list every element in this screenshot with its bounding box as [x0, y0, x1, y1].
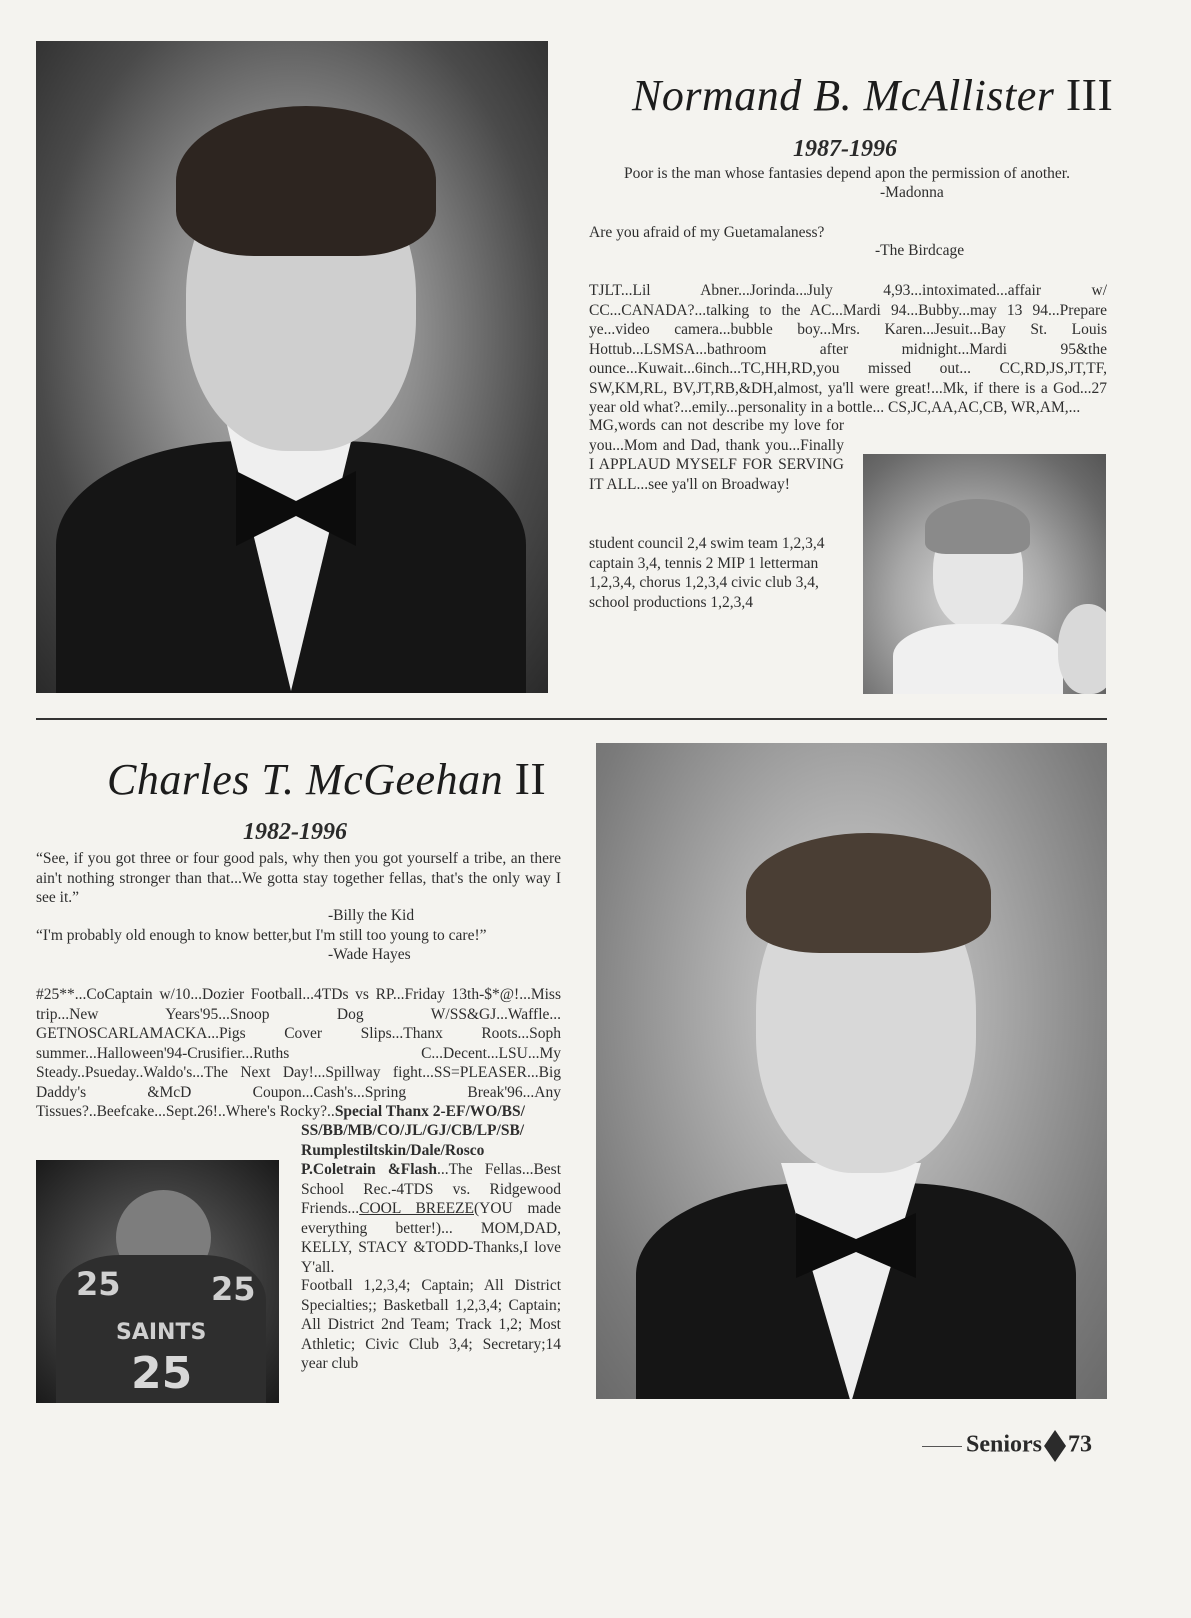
- senior2-quote1: “See, if you got three or four good pals, why then you got yourself a tribe, an there ain't nothing stronger than that...We gotta stay together fellas, that's the only way I see it.”: [36, 850, 561, 906]
- senior1-candid-photo: [863, 454, 1106, 694]
- senior2-thanks-list: SS/BB/MB/CO/JL/GJ/CB/LP/SB/ Rumplestiltskin/Dale/Rosco P.Coletrain &Flash: [301, 1122, 525, 1178]
- senior2-special-thanks: Special Thanx 2-EF/WO/BS/: [334, 1103, 525, 1120]
- senior1-activities: student council 2,4 swim team 1,2,3,4 captain 3,4, tennis 2 MIP 1 letterman 1,2,3,4, chorus 1,2,3,4 civic club 3,4, school productions 1,2,3,4: [589, 535, 825, 611]
- senior1-quote2-author: -The Birdcage: [875, 242, 965, 259]
- senior2-jersey-number-front: 25: [131, 1348, 193, 1399]
- senior1-name-suffix: III: [1065, 69, 1114, 120]
- senior2-football-photo: [36, 1160, 279, 1403]
- senior1-years: 1987-1996: [793, 136, 897, 162]
- senior1-portrait-photo: [36, 41, 548, 693]
- senior2-jersey-number-left: 25: [76, 1265, 121, 1303]
- footer-page-number: 73: [1068, 1431, 1093, 1458]
- diamond-icon: [1044, 1430, 1066, 1462]
- senior2-quote2: “I'm probably old enough to know better,but I'm still too young to care!”: [36, 927, 487, 944]
- senior1-quote2: Are you afraid of my Guetamalaness?: [589, 224, 825, 241]
- senior2-memories: [36, 985, 561, 1122]
- page-footer: [922, 1430, 1092, 1462]
- senior1-quote1: Poor is the man whose fantasies depend apon the permission of another.: [624, 165, 1070, 182]
- senior1-memories-continued: MG,words can not describe my love for you...Mom and Dad, thank you...Finally I APPLAUD MYSELF FOR SERVING IT ALL...see ya'll on Broadway!: [589, 417, 844, 493]
- senior2-quote1-author: -Billy the Kid: [328, 907, 415, 924]
- senior2-activities: Football 1,2,3,4; Captain; All District Specialties;; Basketball 1,2,3,4; Captain; All District 2nd Team; Track 1,2; Most Athletic; Civic Club 3,4; Secretary;14 year club: [301, 1277, 561, 1372]
- senior2-memories-text: #25**...CoCaptain w/10...Dozier Football...4TDs vs RP...Friday 13th-$*@!...Miss trip...New Years'95...Snoop Dog W/SS&GJ...Waffle... GETNOSCARLAMACKA...Pigs Cover Slips...Thanx Roots...Soph summer...Halloween'94-Crusifier...Ruths C...Decent...LSU...My Steady..Psueday..Waldo's...The Next Day!...Spillway fight...SS=PLEASER...Big Daddy's &McD Coupon...Cash's...Spring Break'96...Any Tissues?..Beefcake...Sept.26!..Where's Rocky?..: [36, 986, 561, 1120]
- senior2-name-text: Charles T. McGeehan: [107, 755, 504, 804]
- section-divider: [36, 718, 1107, 720]
- senior2-jersey-text: SAINTS: [116, 1320, 207, 1345]
- senior2-years: 1982-1996: [243, 819, 347, 845]
- senior2-cool-breeze: COOL BREEZE: [359, 1200, 474, 1217]
- footer-section: Seniors: [966, 1431, 1043, 1458]
- senior2-jersey-number-right: 25: [211, 1270, 256, 1308]
- senior1-quote1-author: -Madonna: [880, 184, 944, 201]
- senior2-name: [107, 752, 546, 805]
- senior1-name-text: Normand B. McAllister: [632, 71, 1055, 120]
- senior2-portrait-photo: [596, 743, 1107, 1399]
- senior1-memories: TJLT...Lil Abner...Jorinda...July 4,93...intoximated...affair w/ CC...CANADA?...talking to the AC...Mardi 94...Bubby...may 13 94...Prepare ye...video camera...bubble boy...Mrs. Karen...Jesuit...Bay St. Louis Hottub...LSMSA...bathroom after midnight...Mardi 95&the ounce...Kuwait...6inch...TC,HH,RD,you missed out... CC,RD,JS,JT,TF, SW,KM,RL, BV,JT,RB,&DH,almost, ya'll were great!...Mk, if there is a God...27 year old what?...emily...personality in a bottle... CS,JC,AA,AC,CB, WR,AM,...: [589, 282, 1107, 416]
- senior2-memories-end: (YOU made everything better!)... MOM,DAD, KELLY, STACY &TODD-Thanks,I love Y'all.: [301, 1200, 562, 1276]
- senior2-memories-continued: [301, 1121, 561, 1277]
- senior1-name: [632, 68, 1113, 121]
- senior2-memories-narrow: ...The Fellas...Best School Rec.-4TDS vs. Ridgewood Friends...: [301, 1161, 561, 1217]
- footer-rule: [922, 1446, 962, 1447]
- senior2-name-suffix: II: [514, 753, 547, 804]
- senior2-quote2-author: -Wade Hayes: [328, 946, 411, 963]
